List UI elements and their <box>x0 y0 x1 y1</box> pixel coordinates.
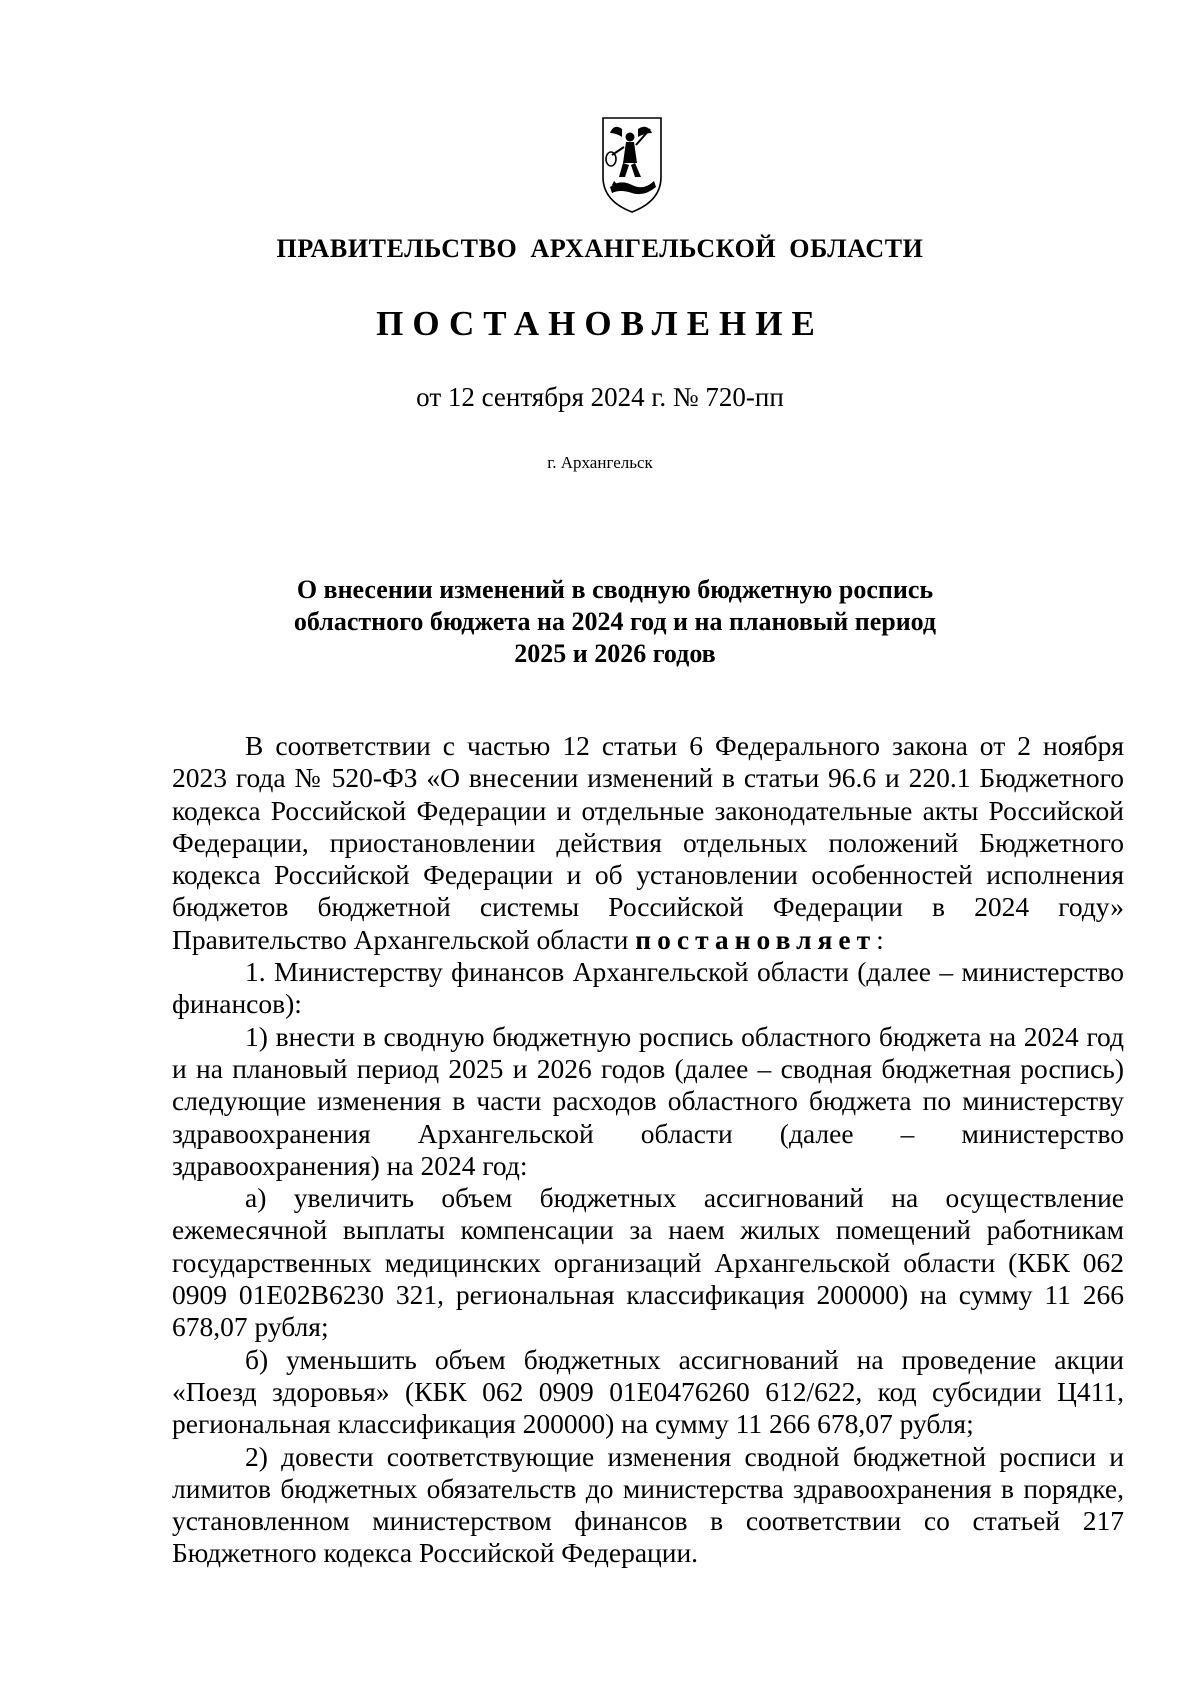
decree-word: постановляет <box>635 923 877 955</box>
document-body <box>172 730 1124 1570</box>
paragraph-item-1: 1. Министерству финансов Архангельской области (далее – министерство финансов): <box>172 956 1124 1020</box>
title-line: О внесении изменений в сводную бюджетную роспись <box>296 575 934 604</box>
document-date-number: от 12 сентября 2024 г. № 720-пп <box>416 382 784 412</box>
document-title <box>240 574 990 670</box>
preamble-paragraph <box>172 730 1124 956</box>
paragraph-item-1-1-b: б) уменьшить объем бюджетных ассигнований на проведение акции «Поезд здоровья» (КБК 062 0909 01Е0476260 612/622, код субсидии Ц411, региональная классификация 200000) на сумму 11 266 678,07 рубля; <box>172 1343 1124 1440</box>
preamble-text: В соответствии с частью 12 статьи 6 Федерального закона от 2 ноября 2023 года № 520-ФЗ «О внесении изменений в статьи 96.6 и 220.1 Бюджетного кодекса Российской Федерации и отдельные законодательные акты Российской Федерации, приостановлении действия отдельных положений Бюджетного кодекса Российской Федерации и об установлении особенностей исполнения бюджетов бюджетной системы Российской Федерации в 2024 году» Правительство Архангельской области <box>172 730 1124 955</box>
paragraph-item-1-2: 2) довести соответствующие изменения сводной бюджетной росписи и лимитов бюджетных обязательств до министерства здравоохранения в порядке, установленном министерством финансов в соответствии со статьей 217 Бюджетного кодекса Российской Федерации. <box>172 1440 1124 1569</box>
decree-colon: : <box>876 923 884 955</box>
document-city: г. Архангельск <box>547 453 653 472</box>
paragraph-item-1-1: 1) внести в сводную бюджетную роспись областного бюджета на 2024 год и на плановый период 2025 и 2026 годов (далее – сводная бюджетная роспись) следующие изменения в части расходов областного бюджета по министерству здравоохранения Архангельской области (далее – министерство здравоохранения) на 2024 год: <box>172 1020 1124 1181</box>
organization-name: ПРАВИТЕЛЬСТВО АРХАНГЕЛЬСКОЙ ОБЛАСТИ <box>276 234 924 263</box>
arkhangelsk-coat-of-arms-icon <box>600 115 664 215</box>
paragraph-item-1-1-a: а) увеличить объем бюджетных ассигнований на осуществление ежемесячной выплаты компенсации за наем жилых помещений работникам государственных медицинских организаций Архангельской области (КБК 062 0909 01Е02В6230 321, региональная классификация 200000) на сумму 11 266 678,07 рубля; <box>172 1182 1124 1343</box>
title-line: областного бюджета на 2024 год и на плановый период <box>293 607 937 636</box>
title-line: 2025 и 2026 годов <box>514 639 716 668</box>
document-type: ПОСТАНОВЛЕНИЕ <box>376 304 824 343</box>
